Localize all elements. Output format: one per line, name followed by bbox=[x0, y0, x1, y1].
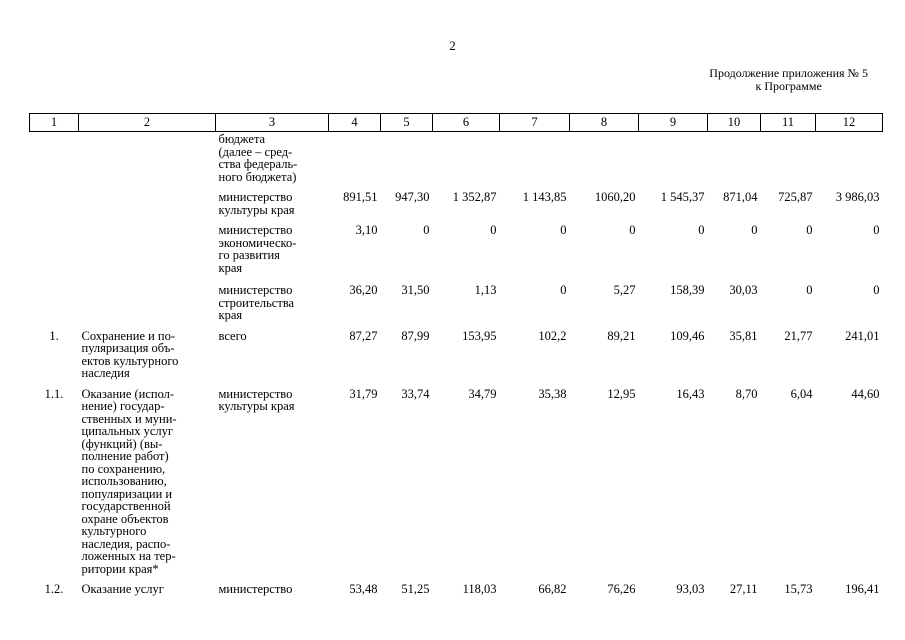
row-value-cell: 6,04 bbox=[790, 386, 813, 401]
row-value-cell: 8,70 bbox=[735, 386, 758, 401]
table-row bbox=[30, 283, 883, 329]
row-value-cell bbox=[500, 132, 570, 191]
header-cell: 4 bbox=[329, 114, 381, 132]
row-number-cell: 1. bbox=[49, 328, 59, 343]
table-row bbox=[30, 387, 883, 583]
row-value-cell bbox=[381, 132, 433, 191]
appendix-note-line2: к Программе bbox=[755, 79, 822, 93]
row-value-cell: 53,48 bbox=[349, 582, 378, 596]
row-value-cell: 725,87 bbox=[778, 190, 813, 204]
row-value-cell: 15,73 bbox=[784, 582, 813, 596]
row-value-cell: 118,03 bbox=[462, 582, 497, 596]
row-value-cell: 34,79 bbox=[468, 386, 497, 401]
row-value-cell: 51,25 bbox=[401, 582, 430, 596]
row-value-cell: 0 bbox=[751, 223, 758, 237]
row-number-cell: 1.1. bbox=[44, 386, 64, 401]
row-value-cell: 0 bbox=[698, 223, 705, 237]
table-row bbox=[30, 329, 883, 387]
row-value-cell: 27,11 bbox=[729, 582, 758, 596]
row-value-cell bbox=[570, 132, 639, 191]
table-header-row bbox=[30, 114, 883, 132]
row-value-cell: 871,04 bbox=[723, 190, 758, 204]
row-value-cell: 76,26 bbox=[607, 582, 636, 596]
header-cell: 10 bbox=[708, 114, 761, 132]
row-source-cell: министерство экономическо- го развития края bbox=[218, 223, 297, 275]
header-cell: 3 bbox=[216, 114, 329, 132]
row-value-cell: 241,01 bbox=[845, 328, 880, 343]
row-value-cell: 0 bbox=[873, 283, 880, 297]
row-value-cell: 0 bbox=[490, 223, 497, 237]
row-value-cell: 1 545,37 bbox=[660, 190, 705, 204]
row-value-cell: 30,03 bbox=[729, 283, 758, 297]
header-cell: 5 bbox=[381, 114, 433, 132]
row-source-cell: министерство культуры края bbox=[218, 190, 295, 217]
row-value-cell bbox=[433, 132, 500, 191]
row-value-cell: 0 bbox=[560, 223, 567, 237]
row-value-cell: 5,27 bbox=[613, 283, 636, 297]
row-source-cell: министерство bbox=[218, 582, 293, 596]
header-cell: 7 bbox=[500, 114, 570, 132]
row-value-cell: 1,13 bbox=[474, 283, 497, 297]
row-value-cell: 21,77 bbox=[784, 328, 813, 343]
page-number: 2 bbox=[449, 38, 456, 53]
row-value-cell: 891,51 bbox=[343, 190, 378, 204]
row-value-cell: 0 bbox=[423, 223, 430, 237]
row-value-cell: 0 bbox=[806, 283, 813, 297]
row-value-cell: 31,79 bbox=[349, 386, 378, 401]
row-number-cell bbox=[30, 190, 79, 223]
table-body bbox=[30, 132, 883, 613]
table-row bbox=[30, 132, 883, 191]
row-source-cell: всего bbox=[218, 328, 247, 343]
table-row bbox=[30, 190, 883, 223]
row-name-cell bbox=[79, 132, 216, 191]
row-value-cell: 947,30 bbox=[395, 190, 430, 204]
row-value-cell: 0 bbox=[560, 283, 567, 297]
row-name-cell bbox=[79, 283, 216, 329]
table-row bbox=[30, 223, 883, 283]
row-value-cell: 1 143,85 bbox=[522, 190, 567, 204]
table-row bbox=[30, 582, 883, 612]
row-source-cell: министерство культуры края bbox=[218, 386, 295, 413]
row-value-cell: 3 986,03 bbox=[835, 190, 880, 204]
header-cell: 11 bbox=[761, 114, 816, 132]
row-value-cell: 1 352,87 bbox=[452, 190, 497, 204]
row-value-cell: 196,41 bbox=[845, 582, 880, 596]
row-value-cell bbox=[639, 132, 708, 191]
row-value-cell: 36,20 bbox=[349, 283, 378, 297]
header-cell: 1 bbox=[30, 114, 79, 132]
row-value-cell: 0 bbox=[873, 223, 880, 237]
row-value-cell: 102,2 bbox=[538, 328, 567, 343]
row-value-cell: 158,39 bbox=[670, 283, 705, 297]
row-value-cell: 0 bbox=[806, 223, 813, 237]
row-value-cell: 16,43 bbox=[676, 386, 705, 401]
row-value-cell: 31,50 bbox=[401, 283, 430, 297]
header-cell: 6 bbox=[433, 114, 500, 132]
row-name-cell: Оказание (испол- нение) государ- ственных и муни- ципальных услуг (функций) (вы- полнение работ) по сохранению, использованию, популяризации и государственной охране объектов культурного наследия, распо- ложенных на тер- ритории края* bbox=[81, 386, 177, 576]
row-number-cell bbox=[30, 223, 79, 283]
appendix-note bbox=[709, 67, 868, 93]
row-value-cell: 0 bbox=[629, 223, 636, 237]
row-value-cell: 109,46 bbox=[670, 328, 705, 343]
row-number-cell bbox=[30, 132, 79, 191]
row-value-cell: 87,99 bbox=[401, 328, 430, 343]
row-value-cell: 44,60 bbox=[851, 386, 880, 401]
header-cell: 8 bbox=[570, 114, 639, 132]
row-source-cell: министерство строительства края bbox=[218, 283, 295, 322]
row-value-cell: 89,21 bbox=[607, 328, 636, 343]
row-value-cell: 153,95 bbox=[462, 328, 497, 343]
budget-table bbox=[29, 113, 883, 612]
row-value-cell: 35,81 bbox=[729, 328, 758, 343]
row-name-cell: Оказание услуг bbox=[81, 582, 164, 596]
row-name-cell bbox=[79, 223, 216, 283]
row-value-cell: 35,38 bbox=[538, 386, 567, 401]
row-number-cell: 1.2. bbox=[44, 582, 64, 596]
header-cell: 9 bbox=[639, 114, 708, 132]
row-value-cell: 87,27 bbox=[349, 328, 378, 343]
row-value-cell bbox=[816, 132, 883, 191]
row-name-cell: Сохранение и по- пуляризация объ- ектов культурного наследия bbox=[81, 328, 179, 380]
header-cell: 12 bbox=[816, 114, 883, 132]
row-value-cell: 33,74 bbox=[401, 386, 430, 401]
row-value-cell bbox=[708, 132, 761, 191]
row-value-cell: 1060,20 bbox=[594, 190, 636, 204]
header-cell: 2 bbox=[79, 114, 216, 132]
row-value-cell: 12,95 bbox=[607, 386, 636, 401]
row-value-cell bbox=[329, 132, 381, 191]
row-name-cell bbox=[79, 190, 216, 223]
row-value-cell: 3,10 bbox=[355, 223, 378, 237]
row-value-cell bbox=[761, 132, 816, 191]
row-value-cell: 66,82 bbox=[538, 582, 567, 596]
appendix-note-line1: Продолжение приложения № 5 bbox=[709, 66, 868, 80]
row-source-cell: бюджета (далее – сред- ства федераль- ного бюджета) bbox=[218, 132, 298, 184]
row-number-cell bbox=[30, 283, 79, 329]
row-value-cell: 93,03 bbox=[676, 582, 705, 596]
